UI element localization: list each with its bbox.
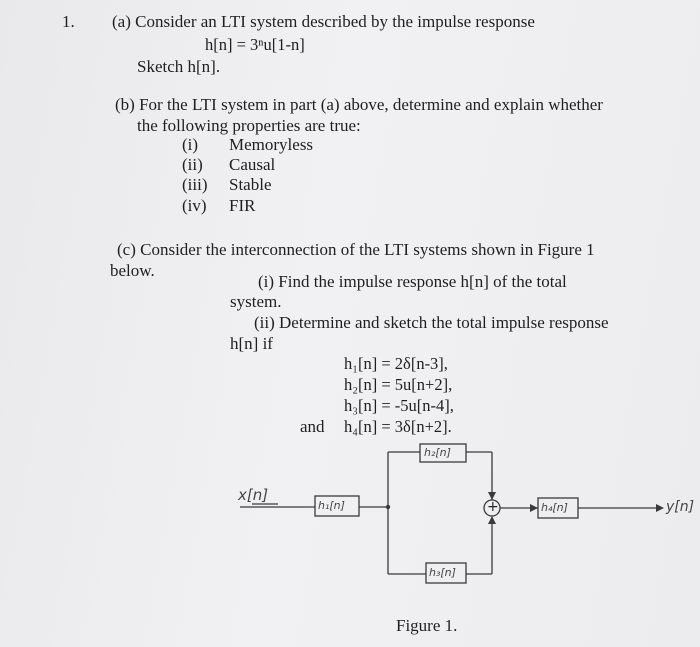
part-b-line2: the following properties are true:	[137, 116, 361, 135]
property-num: (i)	[182, 135, 199, 154]
part-c-sub-ii-line2: h[n] if	[230, 334, 273, 353]
adder-symbol: +	[487, 499, 499, 515]
split-node-dot	[386, 505, 390, 509]
system-equation: h₂[n] = 5u[n+2],	[344, 375, 453, 394]
arrow-into-adder-bottom	[488, 516, 496, 524]
input-label: x[n]	[238, 486, 269, 504]
property-label: Stable	[229, 175, 272, 194]
output-label: y[n]	[666, 499, 695, 515]
part-a-intro: (a) Consider an LTI system described by the impulse response	[112, 12, 535, 31]
property-label: Causal	[229, 155, 276, 174]
property-num: (iii)	[182, 175, 208, 194]
arrow-into-h4	[530, 504, 538, 512]
part-c-line1: (c) Consider the interconnection of the LTI systems shown in Figure 1	[117, 240, 595, 259]
part-c-sub-i-line2: system.	[230, 292, 282, 311]
and-word: and	[300, 417, 325, 436]
part-c-sub-ii-line1: (ii) Determine and sketch the total impulse response	[254, 313, 609, 332]
h1-label: h₁[n]	[318, 499, 345, 512]
h3-label: h₃[n]	[429, 566, 456, 579]
part-b-line1: (b) For the LTI system in part (a) above, determine and explain whether	[115, 95, 603, 114]
property-label: FIR	[229, 196, 256, 215]
system-equation: h₁[n] = 2δ[n-3],	[344, 354, 448, 373]
h4-label: h₄[n]	[541, 501, 568, 514]
part-c-sub-i-line1: (i) Find the impulse response h[n] of the total	[258, 272, 567, 291]
arrow-output	[656, 504, 664, 512]
system-equation: h₃[n] = -5u[n-4],	[344, 396, 454, 415]
property-num: (iv)	[182, 196, 207, 215]
property-num: (ii)	[182, 155, 203, 174]
property-label: Memoryless	[229, 135, 314, 154]
h2-label: h₂[n]	[424, 446, 451, 459]
system-equation: h₄[n] = 3δ[n+2].	[344, 417, 452, 436]
part-a-equation: h[n] = 3ⁿu[1-n]	[205, 35, 305, 54]
figure-caption: Figure 1.	[396, 616, 458, 635]
part-a-task: Sketch h[n].	[137, 57, 221, 76]
part-c-line2: below.	[110, 261, 155, 280]
question-number: 1.	[62, 12, 75, 31]
